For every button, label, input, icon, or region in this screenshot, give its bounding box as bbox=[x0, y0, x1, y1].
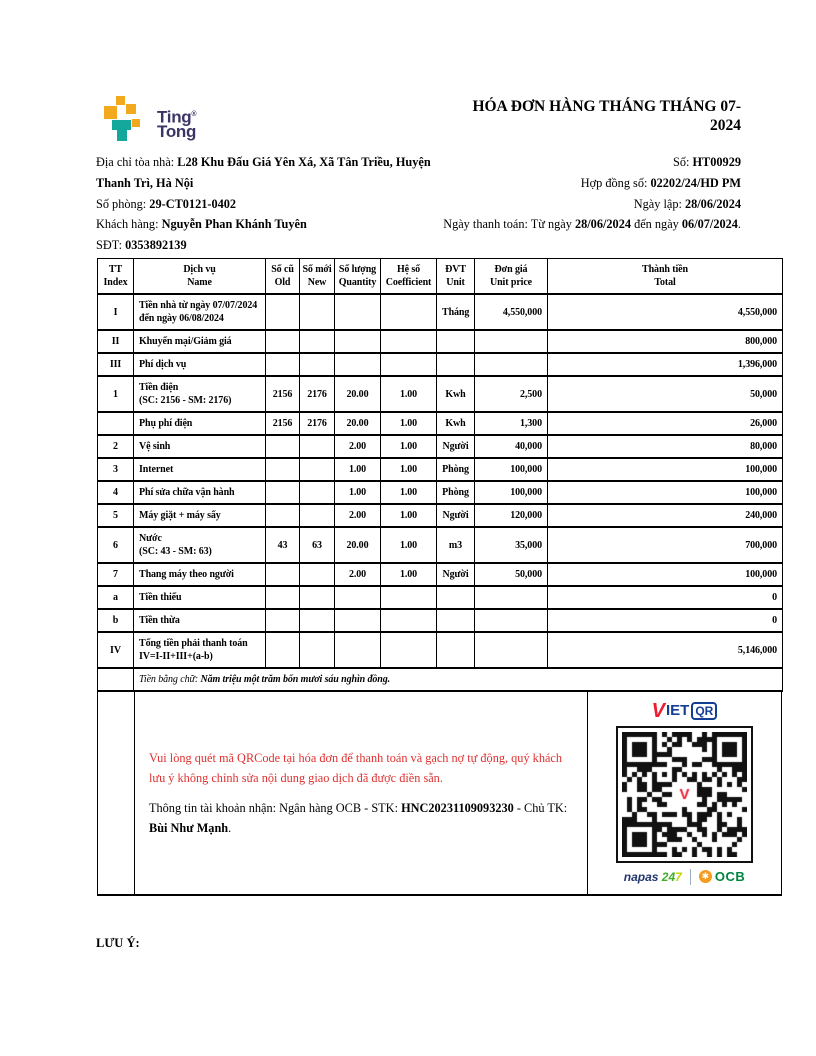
cell-total: 800,000 bbox=[548, 330, 783, 353]
contract-number: 02202/24/HD PM bbox=[650, 175, 741, 190]
phone-value: 0353892139 bbox=[125, 238, 187, 253]
issue-date-line: Ngày lập: 28/06/2024 bbox=[633, 196, 741, 211]
cell-new bbox=[300, 435, 335, 458]
napas-logo: napas 247 bbox=[623, 869, 682, 884]
cell-old bbox=[266, 632, 300, 668]
account-info: Thông tin tài khoản nhận: Ngân hàng OCB - STK: HNC20231109093230 - Chủ TK: Bùi Như Mạnh. bbox=[149, 801, 568, 835]
cell-coef: 1.00 bbox=[381, 376, 437, 412]
cell-coef bbox=[381, 609, 437, 632]
payment-qr-row bbox=[97, 692, 782, 896]
table-row bbox=[98, 353, 783, 376]
pay-from-date: 28/06/2024 bbox=[574, 217, 631, 232]
invoice-info-left bbox=[96, 152, 452, 256]
cell-total: 50,000 bbox=[548, 376, 783, 412]
contract-line: Hợp đồng số: 02202/24/HD PM bbox=[580, 175, 741, 190]
cell-tt: I bbox=[98, 294, 134, 330]
payment-instructions bbox=[135, 692, 588, 894]
cell-unit bbox=[437, 353, 475, 376]
cell-price bbox=[475, 353, 548, 376]
cell-old bbox=[266, 609, 300, 632]
cell-coef bbox=[381, 586, 437, 609]
invoice-table bbox=[97, 258, 783, 692]
cell-qty bbox=[335, 632, 381, 668]
cell-total: 0 bbox=[548, 609, 783, 632]
ocb-badge-icon: ✱ bbox=[699, 870, 712, 883]
cell-price bbox=[475, 586, 548, 609]
qr-code-panel bbox=[588, 692, 781, 894]
cell-new bbox=[300, 458, 335, 481]
account-number: HNC20231109093230 bbox=[401, 801, 514, 815]
cell-coef: 1.00 bbox=[381, 563, 437, 586]
cell-price bbox=[475, 609, 548, 632]
cell-tt: b bbox=[98, 609, 134, 632]
col-header-unit-price: Đơn giá Unit price bbox=[475, 259, 548, 295]
cell-qty: 2.00 bbox=[335, 504, 381, 527]
table-row bbox=[98, 294, 783, 330]
cell-price: 2,500 bbox=[475, 376, 548, 412]
cell-coef bbox=[381, 294, 437, 330]
cell-new bbox=[300, 632, 335, 668]
cell-coef: 1.00 bbox=[381, 458, 437, 481]
cell-old: 43 bbox=[266, 527, 300, 563]
cell-new bbox=[300, 563, 335, 586]
cell-old bbox=[266, 481, 300, 504]
cell-name: Nước (SC: 43 - SM: 63) bbox=[134, 527, 266, 563]
cell-new: 63 bbox=[300, 527, 335, 563]
cell-old bbox=[266, 504, 300, 527]
cell-tt: 6 bbox=[98, 527, 134, 563]
cell-unit: Phòng bbox=[437, 481, 475, 504]
table-row bbox=[98, 330, 783, 353]
cell-old: 2156 bbox=[266, 412, 300, 435]
cell-name: Phí dịch vụ bbox=[134, 353, 266, 376]
col-header-new: Số mới New bbox=[300, 259, 335, 295]
cell-coef: 1.00 bbox=[381, 435, 437, 458]
document-title: HÓA ĐƠN HÀNG THÁNG THÁNG 07- 2024 bbox=[472, 98, 741, 134]
cell-coef: 1.00 bbox=[381, 504, 437, 527]
cell-qty bbox=[335, 609, 381, 632]
logo-divider bbox=[690, 869, 691, 885]
vietqr-logo: V IET QR bbox=[652, 702, 718, 720]
col-header-unit: ĐVT Unit bbox=[437, 259, 475, 295]
cell-price: 40,000 bbox=[475, 435, 548, 458]
cell-price: 4,550,000 bbox=[475, 294, 548, 330]
address-value: L28 Khu Đấu Giá Yên Xá, Xã Tân Triều, Huyện Thanh Trì, Hà Nội bbox=[96, 155, 431, 190]
phone-label: SĐT: bbox=[96, 238, 126, 253]
cell-total: 100,000 bbox=[548, 481, 783, 504]
cell-name: Khuyến mại/Giảm giá bbox=[134, 330, 266, 353]
cell-name: Tiền thiếu bbox=[134, 586, 266, 609]
issue-date: 28/06/2024 bbox=[684, 196, 741, 211]
table-row bbox=[98, 586, 783, 609]
amount-in-words: Tiền bằng chữ: Năm triệu một trăm bốn mươi sáu nghìn đồng. bbox=[134, 668, 783, 691]
qr-payment-note: Vui lòng quét mã QRCode tại hóa đơn để thanh toán và gạch nợ tự động, quý khách lưu ý không chỉnh sửa nội dung giao dịch đã được điền sẵn. bbox=[149, 751, 563, 785]
cell-coef: 1.00 bbox=[381, 481, 437, 504]
cell-new bbox=[300, 586, 335, 609]
table-row bbox=[98, 632, 783, 668]
tingtong-logo-text: Ting® Tong bbox=[157, 107, 197, 142]
cell-name: Vệ sinh bbox=[134, 435, 266, 458]
cell-price: 50,000 bbox=[475, 563, 548, 586]
qr-code-frame bbox=[616, 726, 753, 863]
invoice-number: HT00929 bbox=[692, 155, 741, 169]
cell-old bbox=[266, 294, 300, 330]
payment-period-line: Ngày thanh toán: Từ ngày 28/06/2024 đến ngày 06/07/2024. bbox=[443, 217, 741, 232]
cell-unit: Người bbox=[437, 563, 475, 586]
table-row bbox=[98, 412, 783, 435]
customer-label: Khách hàng: bbox=[96, 217, 162, 232]
cell-new: 2176 bbox=[300, 376, 335, 412]
cell-qty: 1.00 bbox=[335, 481, 381, 504]
cell-unit: Tháng bbox=[437, 294, 475, 330]
cell-unit: Người bbox=[437, 504, 475, 527]
cell-old bbox=[266, 330, 300, 353]
cell-total: 80,000 bbox=[548, 435, 783, 458]
cell-tt: 4 bbox=[98, 481, 134, 504]
registered-mark: ® bbox=[191, 110, 197, 118]
table-header-row bbox=[98, 259, 783, 295]
cell-tt: IV bbox=[98, 632, 134, 668]
cell-name: Phụ phí điện bbox=[134, 412, 266, 435]
cell-qty bbox=[335, 353, 381, 376]
cell-old bbox=[266, 563, 300, 586]
cell-tt: 5 bbox=[98, 504, 134, 527]
cell-name: Tiền thừa bbox=[134, 609, 266, 632]
cell-qty bbox=[335, 294, 381, 330]
invoice-table-section bbox=[97, 258, 782, 896]
cell-total: 100,000 bbox=[548, 458, 783, 481]
col-header-old: Số cũ Old bbox=[266, 259, 300, 295]
cell-price: 100,000 bbox=[475, 481, 548, 504]
cell-total: 240,000 bbox=[548, 504, 783, 527]
cell-qty bbox=[335, 330, 381, 353]
table-row bbox=[98, 527, 783, 563]
cell-tt: a bbox=[98, 586, 134, 609]
cell-new bbox=[300, 481, 335, 504]
table-row bbox=[98, 435, 783, 458]
empty-cell bbox=[98, 668, 134, 691]
cell-price: 120,000 bbox=[475, 504, 548, 527]
cell-old bbox=[266, 458, 300, 481]
cell-qty: 2.00 bbox=[335, 435, 381, 458]
ocb-logo: ✱ OCB bbox=[699, 869, 745, 884]
cell-unit bbox=[437, 330, 475, 353]
table-row bbox=[98, 609, 783, 632]
cell-unit bbox=[437, 632, 475, 668]
cell-price: 35,000 bbox=[475, 527, 548, 563]
table-row bbox=[98, 504, 783, 527]
col-header-coefficient: Hệ số Coefficient bbox=[381, 259, 437, 295]
cell-name: Tiền nhà từ ngày 07/07/2024 đến ngày 06/08/2024 bbox=[134, 294, 266, 330]
cell-name: Internet bbox=[134, 458, 266, 481]
cell-qty: 2.00 bbox=[335, 563, 381, 586]
cell-unit: Phòng bbox=[437, 458, 475, 481]
cell-tt: III bbox=[98, 353, 134, 376]
cell-new bbox=[300, 294, 335, 330]
cell-total: 5,146,000 bbox=[548, 632, 783, 668]
cell-price: 1,300 bbox=[475, 412, 548, 435]
amount-in-words-row bbox=[98, 668, 783, 691]
cell-qty: 20.00 bbox=[335, 527, 381, 563]
table-row bbox=[98, 481, 783, 504]
cell-unit: Người bbox=[437, 435, 475, 458]
tingtong-logo-icon bbox=[96, 94, 148, 146]
cell-coef bbox=[381, 353, 437, 376]
table-row bbox=[98, 563, 783, 586]
cell-price bbox=[475, 330, 548, 353]
cell-name: Tổng tiền phải thanh toán IV=I-II+III+(a-b) bbox=[134, 632, 266, 668]
notes-heading: LƯU Ý: bbox=[96, 936, 140, 950]
customer-value: Nguyễn Phan Khánh Tuyên bbox=[161, 217, 307, 232]
invoice-number-line: Số: HT00929 bbox=[673, 155, 741, 169]
cell-tt bbox=[98, 412, 134, 435]
cell-name: Tiền điện (SC: 2156 - SM: 2176) bbox=[134, 376, 266, 412]
cell-tt: 3 bbox=[98, 458, 134, 481]
cell-qty: 20.00 bbox=[335, 376, 381, 412]
cell-new bbox=[300, 330, 335, 353]
cell-unit: Kwh bbox=[437, 376, 475, 412]
cell-qty: 20.00 bbox=[335, 412, 381, 435]
cell-total: 100,000 bbox=[548, 563, 783, 586]
cell-name: Thang máy theo người bbox=[134, 563, 266, 586]
cell-price: 100,000 bbox=[475, 458, 548, 481]
cell-unit: Kwh bbox=[437, 412, 475, 435]
cell-total: 1,396,000 bbox=[548, 353, 783, 376]
col-header-total: Thành tiền Total bbox=[548, 259, 783, 295]
col-header-index: TT Index bbox=[98, 259, 134, 295]
room-value: 29-CT0121-0402 bbox=[149, 196, 237, 211]
cell-total: 700,000 bbox=[548, 527, 783, 563]
cell-coef bbox=[381, 632, 437, 668]
cell-tt: 7 bbox=[98, 563, 134, 586]
cell-total: 4,550,000 bbox=[548, 294, 783, 330]
col-header-quantity: Số lượng Quantity bbox=[335, 259, 381, 295]
col-header-name: Dịch vụ Name bbox=[134, 259, 266, 295]
invoice-info bbox=[96, 152, 741, 256]
table-row bbox=[98, 376, 783, 412]
cell-total: 0 bbox=[548, 586, 783, 609]
payment-network-logos bbox=[624, 869, 745, 885]
cell-unit bbox=[437, 609, 475, 632]
cell-new bbox=[300, 353, 335, 376]
cell-new bbox=[300, 609, 335, 632]
cell-old bbox=[266, 353, 300, 376]
cell-tt: 1 bbox=[98, 376, 134, 412]
cell-price bbox=[475, 632, 548, 668]
cell-name: Máy giặt + máy sấy bbox=[134, 504, 266, 527]
tingtong-logo bbox=[96, 94, 196, 146]
cell-unit bbox=[437, 586, 475, 609]
cell-old bbox=[266, 586, 300, 609]
invoice-info-right bbox=[443, 152, 741, 235]
cell-tt: 2 bbox=[98, 435, 134, 458]
cell-qty: 1.00 bbox=[335, 458, 381, 481]
cell-tt: II bbox=[98, 330, 134, 353]
pay-to-date: 06/07/2024 bbox=[681, 217, 738, 232]
cell-total: 26,000 bbox=[548, 412, 783, 435]
cell-old: 2156 bbox=[266, 376, 300, 412]
cell-coef: 1.00 bbox=[381, 412, 437, 435]
cell-new bbox=[300, 504, 335, 527]
table-row bbox=[98, 458, 783, 481]
cell-unit: m3 bbox=[437, 527, 475, 563]
cell-qty bbox=[335, 586, 381, 609]
empty-cell bbox=[98, 692, 135, 894]
cell-coef: 1.00 bbox=[381, 527, 437, 563]
cell-name: Phí sửa chữa vận hành bbox=[134, 481, 266, 504]
account-holder: Bùi Như Mạnh bbox=[149, 821, 229, 835]
address-label: Địa chỉ tòa nhà: bbox=[96, 155, 178, 169]
cell-new: 2176 bbox=[300, 412, 335, 435]
cell-old bbox=[266, 435, 300, 458]
cell-coef bbox=[381, 330, 437, 353]
room-label: Số phòng: bbox=[96, 196, 150, 211]
qr-code bbox=[622, 732, 747, 857]
